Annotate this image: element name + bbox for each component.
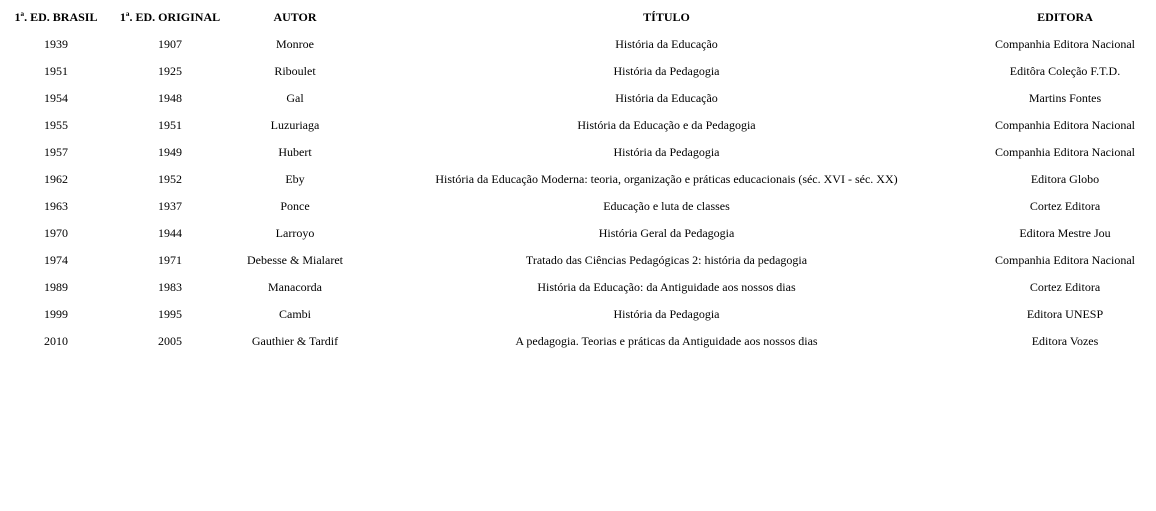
- cell-titulo: História da Educação: [615, 37, 718, 51]
- cell-titulo: História da Pedagogia: [613, 64, 720, 78]
- cell-ed-original: 1983: [158, 280, 182, 294]
- header-row: [3, 4, 1156, 31]
- cell-autor: Ponce: [280, 199, 310, 213]
- cell-titulo: História da Pedagogia: [613, 145, 720, 159]
- cell-titulo: História da Educação e da Pedagogia: [577, 118, 756, 132]
- cell-titulo: História da Educação: [615, 91, 718, 105]
- cell-ed-original: 2005: [158, 334, 182, 348]
- cell-ed-original: 1948: [158, 91, 182, 105]
- cell-ed-brasil: 1939: [44, 37, 68, 51]
- cell-autor: Cambi: [279, 307, 311, 321]
- cell-ed-original: 1995: [158, 307, 182, 321]
- cell-ed-original: 1952: [158, 172, 182, 186]
- cell-titulo: História da Educação: da Antiguidade aos nossos dias: [537, 280, 796, 294]
- cell-ed-brasil: 2010: [44, 334, 68, 348]
- cell-editora: Cortez Editora: [1029, 280, 1101, 294]
- cell-autor: Gal: [286, 91, 304, 105]
- cell-titulo: Educação e luta de classes: [603, 199, 730, 213]
- table-row: [3, 166, 1156, 193]
- cell-editora: Editora Vozes: [1031, 334, 1099, 348]
- cell-ed-original: 1937: [158, 199, 182, 213]
- cell-editora: Companhia Editora Nacional: [995, 37, 1135, 51]
- cell-editora: Companhia Editora Nacional: [995, 253, 1135, 267]
- cell-autor: Luzuriaga: [270, 118, 320, 132]
- table-row: [3, 274, 1156, 301]
- cell-titulo: História da Pedagogia: [613, 307, 720, 321]
- table-row: [3, 247, 1156, 274]
- table-row: [3, 85, 1156, 112]
- header-ed-brasil: 1ª. ED. BRASIL: [14, 10, 98, 24]
- cell-autor: Hubert: [278, 145, 312, 159]
- cell-ed-brasil: 1974: [44, 253, 68, 267]
- cell-autor: Manacorda: [268, 280, 322, 294]
- table-row: [3, 220, 1156, 247]
- table-row: [3, 301, 1156, 328]
- table-row: [3, 139, 1156, 166]
- cell-ed-brasil: 1962: [44, 172, 68, 186]
- editions-table: [3, 4, 1156, 355]
- table-row: [3, 328, 1156, 355]
- cell-autor: Gauthier & Tardif: [251, 334, 339, 348]
- header-editora: EDITORA: [1037, 10, 1093, 24]
- cell-titulo: A pedagogia. Teorias e práticas da Antiguidade aos nossos dias: [515, 334, 818, 348]
- header-ed-original: 1ª. ED. ORIGINAL: [119, 10, 221, 24]
- cell-autor: Debesse & Mialaret: [247, 253, 343, 267]
- cell-titulo: História Geral da Pedagogia: [598, 226, 735, 240]
- cell-ed-brasil: 1954: [44, 91, 68, 105]
- cell-autor: Eby: [285, 172, 305, 186]
- cell-ed-brasil: 1963: [44, 199, 68, 213]
- header-titulo: TÍTULO: [643, 10, 690, 24]
- cell-ed-original: 1907: [158, 37, 182, 51]
- cell-editora: Martins Fontes: [1028, 91, 1102, 105]
- cell-editora: Editora Mestre Jou: [1019, 226, 1111, 240]
- cell-ed-brasil: 1989: [44, 280, 68, 294]
- cell-editora: Editôra Coleção F.T.D.: [1009, 64, 1121, 78]
- cell-editora: Editora UNESP: [1026, 307, 1104, 321]
- cell-ed-original: 1925: [158, 64, 182, 78]
- cell-titulo: Tratado das Ciências Pedagógicas 2: história da pedagogia: [525, 253, 808, 267]
- cell-editora: Editora Globo: [1030, 172, 1100, 186]
- table-row: [3, 31, 1156, 58]
- cell-ed-brasil: 1999: [44, 307, 68, 321]
- cell-editora: Companhia Editora Nacional: [995, 118, 1135, 132]
- cell-editora: Cortez Editora: [1029, 199, 1101, 213]
- cell-editora: Companhia Editora Nacional: [995, 145, 1135, 159]
- table-row: [3, 193, 1156, 220]
- cell-autor: Riboulet: [274, 64, 316, 78]
- cell-ed-original: 1971: [158, 253, 182, 267]
- cell-ed-original: 1949: [158, 145, 182, 159]
- cell-autor: Monroe: [276, 37, 314, 51]
- table-row: [3, 112, 1156, 139]
- table-row: [3, 58, 1156, 85]
- header-autor: AUTOR: [273, 10, 317, 24]
- cell-ed-brasil: 1955: [44, 118, 68, 132]
- cell-ed-original: 1951: [158, 118, 182, 132]
- cell-ed-brasil: 1957: [44, 145, 68, 159]
- cell-titulo: História da Educação Moderna: teoria, organização e práticas educacionais (séc. XVI - séc. XX): [435, 172, 898, 186]
- cell-ed-original: 1944: [158, 226, 182, 240]
- cell-ed-brasil: 1970: [44, 226, 68, 240]
- cell-autor: Larroyo: [275, 226, 315, 240]
- cell-ed-brasil: 1951: [44, 64, 68, 78]
